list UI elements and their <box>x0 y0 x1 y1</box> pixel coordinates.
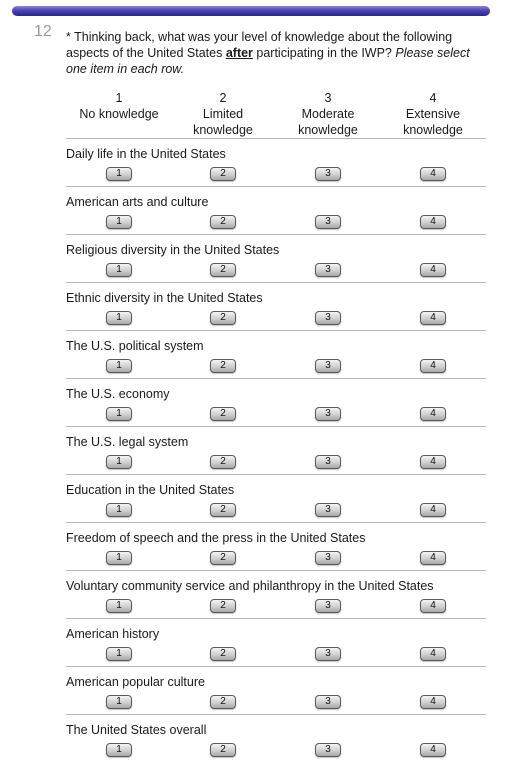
option-button-2[interactable]: 2 <box>210 743 236 757</box>
option-button-2[interactable]: 2 <box>210 167 236 181</box>
row-label: Freedom of speech and the press in the United States <box>66 531 366 545</box>
matrix-row <box>66 714 486 762</box>
scale-header-line1: Limited <box>202 107 244 121</box>
option-button-3[interactable]: 3 <box>315 359 341 373</box>
option-button-2[interactable]: 2 <box>210 503 236 517</box>
question-text-part1: * Thinking back, what was your level of knowledge about the following aspects of the United States <box>66 30 453 60</box>
option-button-2[interactable]: 2 <box>210 695 236 709</box>
row-label: The U.S. legal system <box>66 435 189 449</box>
option-button-1[interactable]: 1 <box>106 599 132 613</box>
question-emphasis: after <box>225 46 253 60</box>
option-button-4[interactable]: 4 <box>420 599 446 613</box>
scale-header-line1: Extensive <box>405 107 461 121</box>
row-label: Voluntary community service and philanthropy in the United States <box>66 579 434 593</box>
scale-header-1 <box>69 90 169 122</box>
matrix-row <box>66 570 486 618</box>
matrix-row <box>66 330 486 378</box>
option-button-4[interactable]: 4 <box>420 455 446 469</box>
option-button-2[interactable]: 2 <box>210 551 236 565</box>
option-button-2[interactable]: 2 <box>210 311 236 325</box>
scale-header-value: 3 <box>324 91 332 105</box>
row-label: Religious diversity in the United States <box>66 243 280 257</box>
option-button-3[interactable]: 3 <box>315 503 341 517</box>
matrix-rows <box>66 138 486 762</box>
option-button-3[interactable]: 3 <box>315 695 341 709</box>
row-label: American popular culture <box>66 675 205 689</box>
option-button-1[interactable]: 1 <box>106 407 132 421</box>
option-button-1[interactable]: 1 <box>106 647 132 661</box>
option-button-3[interactable]: 3 <box>315 407 341 421</box>
scale-header-line1: No knowledge <box>79 107 159 121</box>
question-text-part2: participating in the IWP? <box>252 46 396 60</box>
option-button-1[interactable]: 1 <box>106 551 132 565</box>
option-button-3[interactable]: 3 <box>315 311 341 325</box>
matrix-row <box>66 186 486 234</box>
option-button-2[interactable]: 2 <box>210 455 236 469</box>
option-button-3[interactable]: 3 <box>315 263 341 277</box>
scale-header-4 <box>383 90 483 138</box>
scale-header-value: 1 <box>115 91 123 105</box>
matrix-row <box>66 378 486 426</box>
option-button-2[interactable]: 2 <box>210 263 236 277</box>
scale-header-line2: knowledge <box>298 123 358 137</box>
matrix-row <box>66 138 486 186</box>
option-button-4[interactable]: 4 <box>420 695 446 709</box>
scale-header <box>66 90 486 138</box>
matrix-row <box>66 522 486 570</box>
top-header-bar <box>12 6 490 16</box>
option-button-4[interactable]: 4 <box>420 215 446 229</box>
option-button-2[interactable]: 2 <box>210 647 236 661</box>
option-button-2[interactable]: 2 <box>210 599 236 613</box>
scale-header-value: 4 <box>429 91 437 105</box>
option-button-2[interactable]: 2 <box>210 407 236 421</box>
option-button-1[interactable]: 1 <box>106 503 132 517</box>
option-button-3[interactable]: 3 <box>315 455 341 469</box>
matrix-row <box>66 666 486 714</box>
option-button-4[interactable]: 4 <box>420 311 446 325</box>
row-label: The U.S. political system <box>66 339 204 353</box>
matrix-row <box>66 474 486 522</box>
option-button-4[interactable]: 4 <box>420 167 446 181</box>
option-button-3[interactable]: 3 <box>315 551 341 565</box>
option-button-1[interactable]: 1 <box>106 311 132 325</box>
scale-header-line2: knowledge <box>193 123 253 137</box>
row-label: American arts and culture <box>66 195 209 209</box>
option-button-1[interactable]: 1 <box>106 215 132 229</box>
matrix-row <box>66 426 486 474</box>
option-button-1[interactable]: 1 <box>106 743 132 757</box>
scale-header-line1: Moderate <box>301 107 355 121</box>
question-number: 12 <box>34 23 52 40</box>
scale-header-value: 2 <box>219 91 227 105</box>
option-button-1[interactable]: 1 <box>106 455 132 469</box>
option-button-4[interactable]: 4 <box>420 359 446 373</box>
option-button-3[interactable]: 3 <box>315 743 341 757</box>
option-button-3[interactable]: 3 <box>315 215 341 229</box>
scale-header-line2: knowledge <box>403 123 463 137</box>
row-label: The U.S. economy <box>66 387 170 401</box>
option-button-1[interactable]: 1 <box>106 695 132 709</box>
option-button-4[interactable]: 4 <box>420 503 446 517</box>
option-button-3[interactable]: 3 <box>315 647 341 661</box>
row-label: Education in the United States <box>66 483 235 497</box>
option-button-4[interactable]: 4 <box>420 551 446 565</box>
matrix-row <box>66 282 486 330</box>
option-button-4[interactable]: 4 <box>420 743 446 757</box>
option-button-2[interactable]: 2 <box>210 215 236 229</box>
scale-header-2 <box>173 90 273 138</box>
option-button-1[interactable]: 1 <box>106 359 132 373</box>
option-button-3[interactable]: 3 <box>315 599 341 613</box>
question-instruction: Please select one item in each row. <box>66 46 470 76</box>
option-button-1[interactable]: 1 <box>106 167 132 181</box>
option-button-2[interactable]: 2 <box>210 359 236 373</box>
row-label: The United States overall <box>66 723 207 737</box>
option-button-4[interactable]: 4 <box>420 263 446 277</box>
row-label: Ethnic diversity in the United States <box>66 291 263 305</box>
option-button-4[interactable]: 4 <box>420 407 446 421</box>
row-label: American history <box>66 627 160 641</box>
matrix-row <box>66 234 486 282</box>
option-button-3[interactable]: 3 <box>315 167 341 181</box>
question-text <box>66 29 476 77</box>
scale-header-3 <box>278 90 378 138</box>
matrix-row <box>66 618 486 666</box>
row-label: Daily life in the United States <box>66 147 226 161</box>
option-button-1[interactable]: 1 <box>106 263 132 277</box>
option-button-4[interactable]: 4 <box>420 647 446 661</box>
